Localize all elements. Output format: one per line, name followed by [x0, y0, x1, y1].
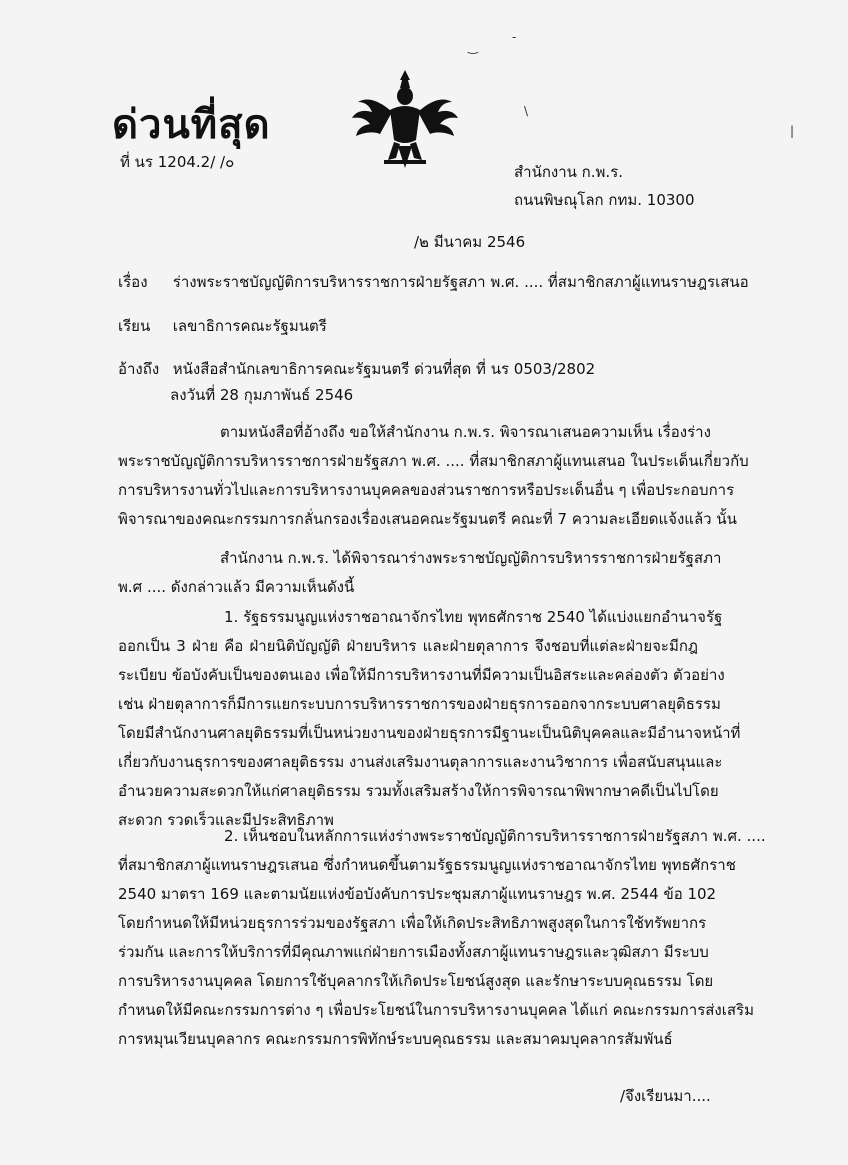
- scan-speck: -: [512, 30, 517, 44]
- subject-label: เรื่อง: [118, 273, 148, 291]
- text-line: 1. รัฐธรรมนูญแห่งราชอาณาจักรไทย พุทธศักราช 2540 ได้แบ่งแยกอำนาจรัฐ: [224, 608, 723, 626]
- recipient-text: เลขาธิการคณะรัฐมนตรี: [172, 317, 327, 335]
- scan-speck: \: [524, 104, 529, 118]
- scan-speck: |: [790, 124, 795, 138]
- text-line: ระเบียบ ข้อบังคับเป็นของตนเอง เพื่อให้มีการบริหารงานที่มีความเป็นอิสระและคล่องตัว ตัวอย่าง: [118, 666, 725, 684]
- text-line: สะดวก รวดเร็วและมีประสิทธิภาพ: [118, 811, 334, 829]
- reference-row: [118, 357, 595, 381]
- text-line: พ.ศ .... ดังกล่าวแล้ว มีความเห็นดังนี้: [118, 578, 355, 596]
- text-line: การบริหารงานทั่วไปและการบริหารงานบุคคลของส่วนราชการหรือประเด็นอื่น ๆ เพื่อประกอบการ: [118, 481, 735, 499]
- text-line: 2. เห็นชอบในหลักการแห่งร่างพระราชบัญญัติการบริหารราชการฝ่ายรัฐสภา พ.ศ. ....: [224, 827, 766, 845]
- text-line: พระราชบัญญัติการบริหารราชการฝ่ายรัฐสภา พ.ศ. .... ที่สมาชิกสภาผู้แทนเสนอ ในประเด็นเกี่ยวกับ: [118, 452, 749, 470]
- text-line: ที่สมาชิกสภาผู้แทนราษฎรเสนอ ซึ่งกำหนดขึ้นตามรัฐธรรมนูญแห่งราชอาณาจักรไทย พุทธศักราช: [118, 856, 736, 874]
- continuation-note: /จึงเรียนมา....: [620, 1087, 711, 1105]
- paragraph-2: [118, 544, 722, 602]
- text-line: พิจารณาของคณะกรรมการกลั่นกรองเรื่องเสนอคณะรัฐมนตรี คณะที่ 7 ความละเอียดแจ้งแล้ว นั้น: [118, 510, 737, 528]
- scan-speck: ‿: [468, 40, 478, 54]
- garuda-emblem-icon: [346, 62, 464, 180]
- text-line: ตามหนังสือที่อ้างถึง ขอให้สำนักงาน ก.พ.ร. พิจารณาเสนอความเห็น เรื่องร่าง: [220, 423, 711, 441]
- reference-text: หนังสือสำนักเลขาธิการคณะรัฐมนตรี ด่วนที่สุด ที่ นร 0503/2802: [172, 360, 596, 378]
- text-line: เช่น ฝ่ายตุลาการก็มีการแยกระบบการบริหารราชการของฝ่ายธุรการออกจากระบบศาลยุติธรรม: [118, 695, 721, 713]
- address-line: สำนักงาน ก.พ.ร.: [514, 163, 624, 181]
- address-line: ถนนพิษณุโลก กทม. 10300: [514, 191, 695, 209]
- subject-row: [118, 270, 749, 294]
- text-line: เกี่ยวกับงานธุรการของศาลยุติธรรม งานส่งเสริมงานตุลาการและงานวิชาการ เพื่อสนับสนุนและ: [118, 753, 723, 771]
- text-line: โดยมีสำนักงานศาลยุติธรรมที่เป็นหน่วยงานของฝ่ายธุรการมีฐานะเป็นนิติบุคคลและมีอำนาจหน้าที่: [118, 724, 741, 742]
- text-line: กำหนดให้มีคณะกรรมการต่าง ๆ เพื่อประโยชน์ในการบริหารงานบุคคล ได้แก่ คณะกรรมการส่งเสริม: [118, 1001, 754, 1019]
- text-line: โดยกำหนดให้มีหน่วยธุรการร่วมของรัฐสภา เพื่อให้เกิดประสิทธิภาพสูงสุดในการใช้ทรัพยากร: [118, 914, 707, 932]
- text-line: การบริหารงานบุคคล โดยการใช้บุคลากรให้เกิดประโยชน์สูงสุด และรักษาระบบคุณธรรม โดย: [118, 972, 714, 990]
- paragraph-4: [118, 822, 766, 1054]
- text-line: ออกเป็น 3 ฝ่าย คือ ฝ่ายนิติบัญญัติ ฝ่ายบริหาร และฝ่ายตุลาการ จึงชอบที่แต่ละฝ่ายจะมีกฎ: [118, 637, 698, 655]
- text-line: ร่วมกัน และการให้บริการที่มีคุณภาพแก่ฝ่ายการเมืองทั้งสภาผู้แทนราษฎรและวุฒิสภา มีระบบ: [118, 943, 709, 961]
- urgency-stamp: ด่วนที่สุด: [112, 101, 271, 148]
- recipient-label: เรียน: [118, 317, 151, 335]
- paragraph-1: [118, 418, 749, 534]
- reference-date: ลงวันที่ 28 กุมภาพันธ์ 2546: [170, 386, 354, 404]
- text-line: 2540 มาตรา 169 และตามนัยแห่งข้อบังคับการประชุมสภาผู้แทนราษฎร พ.ศ. 2544 ข้อ 102: [118, 885, 717, 903]
- document-number: ที่ นร 1204.2/ /๐: [120, 153, 235, 171]
- text-line: อำนวยความสะดวกให้แก่ศาลยุติธรรม รวมทั้งเสริมสร้างให้การพิจารณาพิพากษาคดีเป็นไปโดย: [118, 782, 719, 800]
- sender-address: [514, 158, 695, 214]
- subject-text: ร่างพระราชบัญญัติการบริหารราชการฝ่ายรัฐสภา พ.ศ. .... ที่สมาชิกสภาผู้แทนราษฎรเสนอ: [172, 273, 749, 291]
- text-line: สำนักงาน ก.พ.ร. ได้พิจารณาร่างพระราชบัญญัติการบริหารราชการฝ่ายรัฐสภา: [220, 549, 722, 567]
- paragraph-3: [118, 603, 741, 835]
- document-date: /๒ มีนาคม 2546: [414, 233, 526, 251]
- recipient-row: [118, 314, 327, 338]
- reference-label: อ้างถึง: [118, 360, 160, 378]
- text-line: การหมุนเวียนบุคลากร คณะกรรมการพิทักษ์ระบบคุณธรรม และสมาคมบุคลากรสัมพันธ์: [118, 1030, 673, 1048]
